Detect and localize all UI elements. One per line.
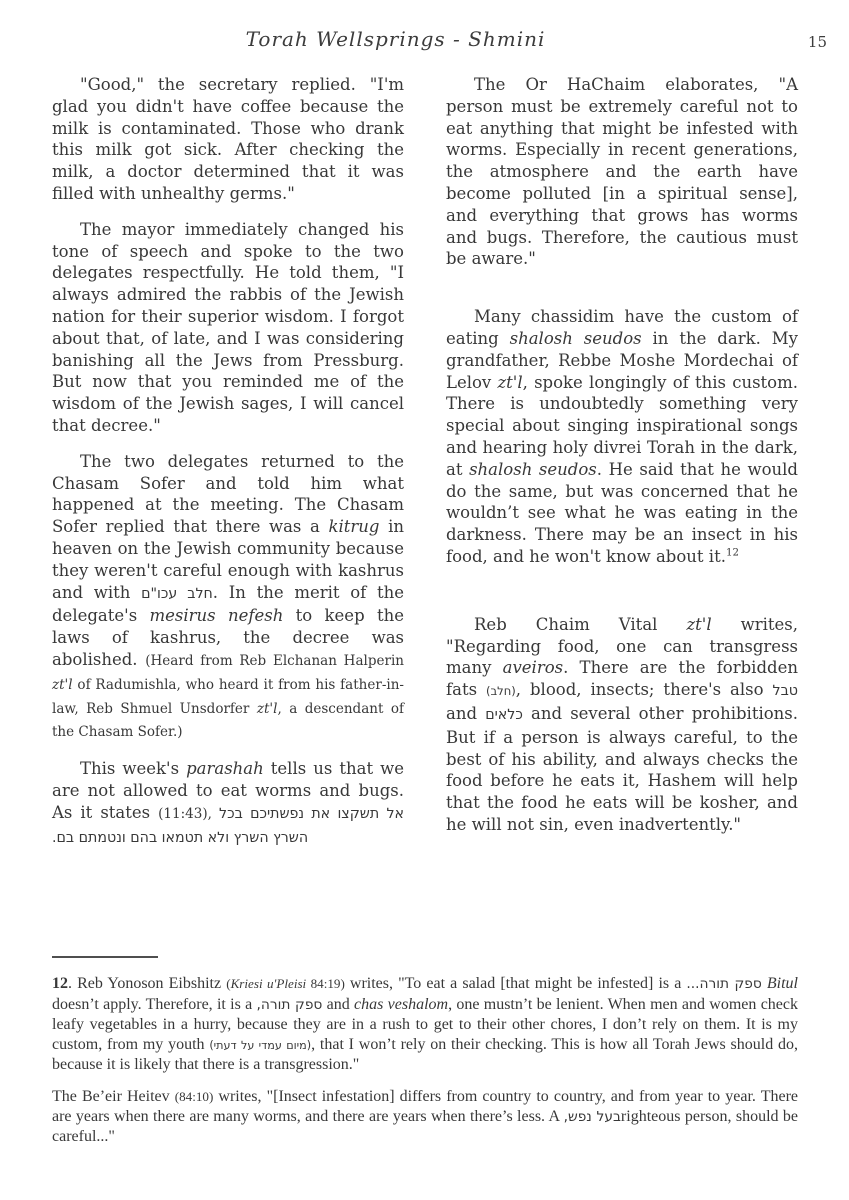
text-segment: writes, "[Insect infestation] differs from country to country, and from year to year. There are years when there are many worms, and there are years when there’s less. A xyxy=(52,1087,798,1125)
text-segment: aveiros xyxy=(502,658,564,678)
text-segment: writes, "Regarding food, one can transgress many xyxy=(446,614,798,678)
text-segment: , one mustn’t be lenient. When men and women check leafy vegetables in a hurry, because they are in a rush to get to their other chores, I don’t rely on them. It is my custom, from my youth xyxy=(52,995,798,1053)
text-segment: (11:43), xyxy=(158,805,220,822)
text-segment: writes, "To eat a salad [that might be infested] is a xyxy=(344,975,687,992)
text-segment: doesn’t apply. Therefore, it is a xyxy=(52,995,257,1013)
page-title: Torah Wellsprings - Shmini xyxy=(245,27,546,51)
text-segment: chas veshalom xyxy=(354,995,449,1013)
text-segment: The mayor immediately changed his tone of speech and spoke to the two delegates respectfully. He told them, "I always admired the rabbis of the Jewish nation for their superior wisdom. I forgot about that, of late, and I was considering banishing all the Jews from Pressburg. But now that you reminded me of the wisdom of the Jewish sages, I will cancel that decree." xyxy=(52,219,404,435)
text-segment: shalosh seudos xyxy=(469,459,597,479)
text-segment: 12 xyxy=(725,547,739,559)
hebrew-text: (חלב) xyxy=(486,684,516,699)
paragraph-delegates-return xyxy=(52,451,404,744)
paragraph-shalosh-seudos xyxy=(446,306,798,568)
text-segment: Reb Chaim Vital xyxy=(474,614,687,634)
column-left xyxy=(52,74,404,863)
text-segment: 84:19) xyxy=(306,976,345,991)
footnote-beeir-heitev xyxy=(52,1087,798,1147)
text-segment: mesirus nefesh xyxy=(149,606,284,626)
text-segment: zt'l xyxy=(686,614,712,634)
text-segment: and several other prohibitions. But if a person is always careful, to the best of his ability, and always checks the food before he eats it, Hashem will help that the food he eats will be kosher, and he will not sin, even inadvertently." xyxy=(446,703,798,834)
paragraph-or-hachaim xyxy=(446,74,798,270)
hebrew-text: כלאים xyxy=(485,706,523,723)
text-segment: The two delegates returned to the Chasam Sofer and told him what happened at the meeting. The Chasam Sofer replied that there was a xyxy=(52,451,404,537)
text-segment: , a descendant of the Chasam Sofer.) xyxy=(52,700,405,741)
text-segment: zt'l xyxy=(52,676,73,693)
hebrew-text: חלב עכו"ם xyxy=(141,585,213,602)
footnote-separator xyxy=(52,956,158,958)
text-segment: parashah xyxy=(186,759,264,779)
text-segment: ( xyxy=(226,976,231,991)
text-segment: . He said that he would do the same, but was concerned that he wouldn’t see what he was eating in the darkness. There may be an insect in his food, and he won't know about it. xyxy=(446,459,798,566)
column-right xyxy=(446,74,798,863)
text-segment: The Or HaChaim elaborates, "A person must be extremely careful not to eat anything that might be infested with worms. Especially in recent generations, the atmosphere and the earth have become polluted [in a spiritual sense], and everything that grows has worms and bugs. Therefore, the cautious must be aware." xyxy=(446,75,798,269)
text-segment: kitrug xyxy=(328,517,380,537)
text-segment: Kriesi u'Pleisi xyxy=(230,976,307,991)
hebrew-text: ספק תורה... xyxy=(686,976,762,992)
hebrew-text: אל תשקצו את נפשתיכם בכל השרץ השרץ ולא תטמאו בהם ונטמתם בם. xyxy=(52,805,404,846)
text-segment: zt'l xyxy=(256,700,278,717)
text-segment: in heaven on the Jewish community because they weren't careful enough with kashrus and with xyxy=(52,517,404,602)
footnote-12 xyxy=(52,974,798,1075)
text-segment: (Heard from Reb Elchanan Halperin xyxy=(145,652,404,669)
text-segment: , spoke longingly of this custom. There is undoubtedly something very special about singing inspirational songs and hearing holy divrei Torah in the dark, at xyxy=(446,372,799,479)
text-segment: righteous person, should be careful..." xyxy=(52,1107,799,1146)
paragraph-secretary-reply xyxy=(52,74,404,205)
text-segment: and xyxy=(446,703,486,723)
text-segment: The Be’eir Heitev xyxy=(52,1087,175,1105)
text-segment: Many chassidim have the custom of eating xyxy=(446,307,798,348)
footnotes-section xyxy=(52,956,798,1159)
paragraph-parashah xyxy=(52,758,404,849)
text-segment: , blood, insects; there's also xyxy=(515,680,773,700)
text-segment: of Radumishla, who heard it from his father-in-law, Reb Shmuel Unsdorfer xyxy=(52,676,404,717)
body-text xyxy=(52,74,798,863)
text-segment: in the dark. My grandfather, Rebbe Moshe Mordechai of Lelov xyxy=(446,328,798,392)
paragraph-reb-chaim-vital xyxy=(446,614,798,836)
text-segment: zt'l xyxy=(497,372,523,392)
text-segment: 12 xyxy=(52,975,68,992)
text-segment: This week's xyxy=(80,759,187,779)
text-segment: to keep the laws of kashrus, the decree was abolished. xyxy=(52,606,404,669)
text-segment: . Reb Yonoson Eibshitz xyxy=(68,975,227,992)
text-segment: . In the merit of the delegate's xyxy=(52,582,404,626)
text-segment: (84:10) xyxy=(174,1088,214,1104)
text-segment: , that I won’t rely on their checking. This is how all Torah Jews should do, because it is likely that there is a transgression." xyxy=(52,1035,798,1074)
page-number: 15 xyxy=(807,33,827,51)
text-segment: . There are the forbidden fats xyxy=(446,658,798,700)
text-segment: tells us that we are not allowed to eat worms and bugs. As it states xyxy=(52,759,404,822)
hebrew-text: טבל xyxy=(772,683,798,700)
text-segment: and xyxy=(322,995,355,1013)
text-segment: Bitul xyxy=(761,975,798,992)
hebrew-text: (מיום עמדי על דעתי) xyxy=(209,1038,312,1052)
page-header xyxy=(52,27,797,51)
text-segment: shalosh seudos xyxy=(509,328,642,348)
hebrew-text: בעל נפש, xyxy=(563,1108,621,1125)
hebrew-text: ספק תורה, xyxy=(256,996,323,1013)
text-segment: "Good," the secretary replied. "I'm glad you didn't have coffee because the milk is contaminated. Those who drank this milk got sick. After checking the milk, a doctor determined that it was filled with unhealthy germs." xyxy=(52,75,404,203)
paragraph-mayor xyxy=(52,219,404,437)
